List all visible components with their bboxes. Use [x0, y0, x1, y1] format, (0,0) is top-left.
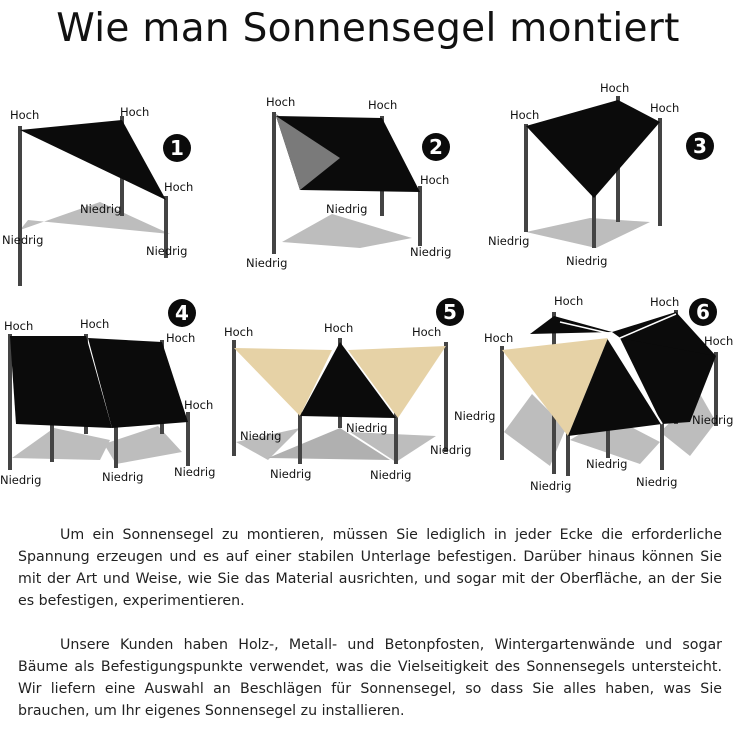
label-low: Niedrig	[240, 429, 282, 443]
label-high: Hoch	[164, 180, 194, 194]
page-title: Wie man Sonnensegel montiert	[56, 6, 680, 51]
shadow	[282, 214, 412, 248]
sail	[20, 120, 166, 200]
panel-3	[488, 81, 714, 268]
label-low: Niedrig	[270, 467, 312, 481]
label-high: Hoch	[412, 325, 442, 339]
pole	[298, 412, 302, 464]
label-low: Niedrig	[566, 254, 608, 268]
shadow	[12, 428, 110, 460]
shadow	[526, 218, 650, 248]
panel-5	[224, 298, 471, 482]
label-low: Niedrig	[488, 234, 530, 248]
label-high: Hoch	[324, 321, 354, 335]
pole	[500, 346, 504, 460]
label-low: Niedrig	[370, 468, 412, 482]
label-low: Niedrig	[586, 457, 628, 471]
label-high: Hoch	[120, 105, 150, 119]
label-low: Niedrig	[2, 233, 44, 247]
label-low: Niedrig	[80, 202, 122, 216]
label-high: Hoch	[368, 98, 398, 112]
label-low: Niedrig	[146, 244, 188, 258]
label-high: Hoch	[554, 294, 584, 308]
label-low: Niedrig	[0, 473, 42, 487]
label-high: Hoch	[184, 398, 214, 412]
pole	[232, 340, 236, 456]
label-low: Niedrig	[102, 470, 144, 484]
label-low: Niedrig	[410, 245, 452, 259]
label-high: Hoch	[484, 331, 514, 345]
step-number: 6	[696, 300, 710, 324]
step-number: 3	[693, 134, 707, 158]
pole	[50, 420, 54, 462]
label-high: Hoch	[704, 334, 734, 348]
pole	[660, 418, 664, 470]
pole	[566, 432, 570, 476]
pole	[114, 424, 118, 468]
pole	[444, 342, 448, 452]
label-high: Hoch	[420, 173, 450, 187]
pole	[418, 186, 422, 246]
label-high: Hoch	[650, 295, 680, 309]
pole	[524, 124, 528, 232]
step-number: 4	[175, 301, 189, 325]
label-low: Niedrig	[246, 256, 288, 270]
label-low: Niedrig	[430, 443, 472, 457]
paragraph-customers: Unsere Kunden haben Holz-, Metall- und Betonpfosten, Wintergartenwände und sogar Bäume als Befestigungspunkte verwendet, was die Vielseitigkeit des Sonnensegels untersteicht. Wir liefern eine Auswahl an Beschlägen für Sonnensegel, so dass Sie alles haben, was Sie brauchen, um Ihr eigenes Sonnensegel zu installieren.	[18, 637, 722, 719]
pole	[394, 412, 398, 464]
label-low: Niedrig	[346, 421, 388, 435]
label-high: Hoch	[510, 108, 540, 122]
label-high: Hoch	[10, 108, 40, 122]
label-high: Hoch	[224, 325, 254, 339]
label-low: Niedrig	[692, 413, 734, 427]
panel-2	[246, 95, 451, 270]
paragraph-mounting: Um ein Sonnensegel zu montieren, müssen Sie lediglich in jeder Ecke die erforderliche Spannung erzeugen und es auf einer stabilen Unterlage befestigen. Darüber hinaus können Sie mit der Art und Weise, wie Sie das Material ausrichten, und sogar mit der Oberfläche, an der Sie es befestigen, experimentieren.	[18, 527, 722, 609]
label-low: Niedrig	[636, 475, 678, 489]
panel-6	[454, 294, 733, 493]
label-low: Niedrig	[326, 202, 368, 216]
step-number: 1	[170, 136, 184, 160]
label-high: Hoch	[266, 95, 296, 109]
label-high: Hoch	[650, 101, 680, 115]
panel-1	[2, 105, 193, 286]
installation-diagram	[0, 72, 736, 512]
label-high: Hoch	[166, 331, 196, 345]
pole	[18, 126, 22, 286]
pole	[592, 192, 596, 248]
pole	[658, 118, 662, 226]
label-low: Niedrig	[530, 479, 572, 493]
label-high: Hoch	[4, 319, 34, 333]
label-high: Hoch	[80, 317, 110, 331]
label-low: Niedrig	[454, 409, 496, 423]
sail	[526, 100, 660, 198]
label-low: Niedrig	[174, 465, 216, 479]
pole	[272, 112, 276, 254]
step-number: 2	[429, 135, 443, 159]
step-number: 5	[443, 300, 457, 324]
panel-4	[0, 299, 215, 487]
label-high: Hoch	[600, 81, 630, 95]
